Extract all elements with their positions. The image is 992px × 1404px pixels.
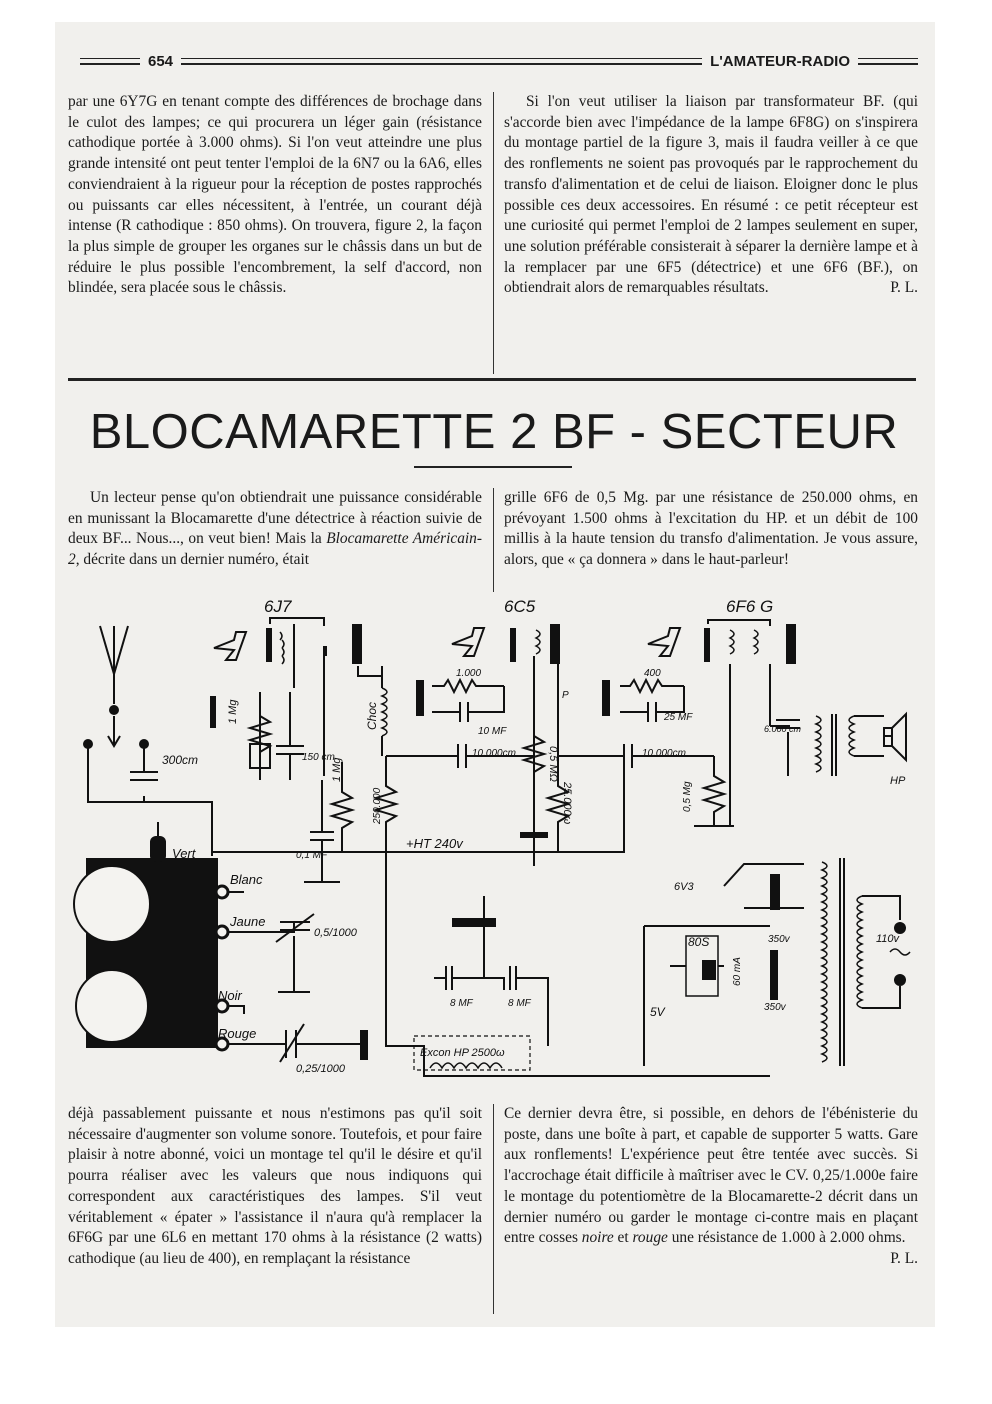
resistor-250000 (372, 756, 396, 852)
label-ht: +HT 240v (406, 836, 463, 851)
bottom-right-text-1: Ce dernier devra être, si possible, en dehors de l'ébénisterie du poste, dans une boîte à part, et capable de supporter 5 watts. Gare aux ronflements! L'expérience peut être tentée avec succès. Si l'accrochage était difficile à maîtriser avec le CV. 0,25/1.000e faire le montage du potentiomètre de la Blocamarette-2 décrit dans un dernier numéro ou garder le montage ci-contre mais en plaçant entre cosses (504, 1105, 918, 1247)
label-c10: 10 MF (478, 726, 507, 737)
bottom-right-italic-2: rouge (632, 1229, 668, 1247)
label-choc: Choc (365, 701, 379, 730)
label-v5: 5V (650, 1005, 665, 1019)
intro-left-italic: Blocamarette Américain-2 (68, 530, 482, 569)
resistor-1mg-grid (227, 692, 270, 780)
output-transformer (764, 714, 854, 776)
label-c25: 25 MF (664, 712, 693, 723)
resistor-1000 (432, 668, 504, 692)
capacitor-25mf (620, 686, 693, 723)
variable-capacitor-2 (274, 1024, 368, 1075)
label-r25000: 25.000ω (561, 782, 573, 825)
section-rule (68, 378, 916, 381)
label-r400: 400 (644, 668, 661, 679)
bottom-right-text-2: et (613, 1229, 633, 1247)
label-p: P (562, 690, 569, 701)
loudspeaker-symbol (854, 714, 906, 787)
top-left-column (68, 92, 482, 299)
column-divider-top (493, 92, 494, 374)
page-number: 654 (148, 52, 174, 70)
label-hp: HP (890, 775, 906, 787)
capacitor-10mf (432, 686, 507, 737)
label-blanc: Blanc (230, 872, 263, 887)
header-rule-right (858, 58, 918, 65)
label-v63: 6V3 (674, 881, 694, 893)
label-c6000: 6.000 cm (764, 724, 802, 734)
bottom-right-paragraph (504, 1104, 918, 1267)
bottom-right-signature: P. L. (890, 1249, 918, 1267)
column-divider-intro (493, 488, 494, 592)
label-r1m: 1 Mg (227, 699, 239, 724)
mains-input (876, 922, 910, 986)
label-s80: 80S (688, 935, 710, 949)
label-noir: Noir (218, 988, 242, 1003)
intro-left-paragraph (68, 488, 482, 571)
capacitor-10000-b (558, 744, 714, 768)
intro-left-text-1: Un lecteur pense qu'on obtiendrait une puissance considérable en munissant la Blocamarette d'une détectrice à réaction suivie de deux BF... Nous..., on veut bien! Mais la (68, 489, 482, 548)
label-cv2: 0,25/1000 (296, 1063, 345, 1075)
capacitor-150 (276, 692, 335, 780)
label-rouge: Rouge (218, 1026, 257, 1041)
label-c10000a: 10.000cm (472, 748, 516, 759)
label-tube-6f6g: 6F6 G (726, 597, 774, 616)
choke-coil (358, 666, 387, 756)
rectifier-80s (644, 926, 770, 1066)
label-r05b: 0,5 Mg (682, 781, 693, 812)
bottom-right-column (504, 1104, 918, 1270)
top-right-column (504, 92, 918, 299)
label-w350b: 350v (764, 1002, 786, 1013)
label-c300: 300cm (162, 753, 199, 767)
label-w350a: 350v (768, 934, 790, 945)
bottom-left-paragraph: déjà passablement puissante et nous n'estimons pas qu'il soit nécessaire d'augmenter son volume sonore. Toutefois, et pour faire plaisir à notre abonné, voici un montage tel qu'il le désire et qu'il pourra réaliser avec les valeurs que nous indiquons qui correspondent aux caractéristiques des lampes. S'il veut véritablement « épater » l'assistance il n'aura qu'à remplacer la 6F6G par une 6L6 en mettant 170 ohms à la résistance (2 watts) cathodique (au lieu de 400), en remplaçant la résistance (68, 1105, 482, 1267)
label-c10000b: 10.000cm (642, 748, 686, 759)
intro-left-column (68, 488, 482, 571)
resistor-400 (620, 668, 684, 692)
label-r250: 250.000 (372, 787, 383, 824)
resistor-1mg-screen (331, 757, 352, 852)
intro-right-paragraph: grille 6F6 de 0,5 Mg. par une résistance de 250.000 ohms, en prévoyant 1.500 ohms à l'excitation du HP. et un débit de 100 millis à la haute tension du transfo d'alimentation. Je vous assure, alors, que « ça donnera » dans le haut-parleur! (504, 489, 918, 569)
label-tube-6c5: 6C5 (504, 597, 536, 616)
label-exc: Excon HP 2500ω (420, 1047, 505, 1059)
label-r1000: 1.000 (456, 668, 482, 679)
label-ma60: 60 mA (732, 957, 743, 986)
capacitor-0-1 (296, 780, 340, 882)
resistor-0-5-mg (682, 756, 734, 826)
publication-name: L'AMATEUR-RADIO (710, 52, 850, 70)
top-right-text: Si l'on veut utiliser la liaison par transformateur BF. (qui s'accorde bien avec l'impédance de la lampe 6F8G) on s'inspirera du montage partiel de la figure 3, mais il faudra veiller à ce que des ronflements ne soient pas provoqués par le rapprochement du transfo d'alimentation et de celui de liaison. Eloigner donc le plus possible ces deux accessoires. En résumé : ce petit récepteur est une curiosité qui permet l'emploi de 2 lampes seulement en super, une solution préférable consisterait à séparer la dernière lampe et à la remplacer par une 6F5 (détectrice) et une 6F6 (BF.), on obtiendrait alors de remarquables résultats. (504, 93, 918, 297)
label-v110: 110v (876, 933, 900, 945)
top-left-paragraph: par une 6Y7G en tenant compte des différences de brochage dans le culot des lampes; ce qui procurera un léger gain (résistance cathodique portée à 3.000 ohms). Si l'on veut atteindre une plus grande intensité ont peut tenter l'emploi de la 6N7 ou la 6A6, elles conviendraient à la rigueur pour la réception de postes rapprochés ou puissants car elles nécessitent, à l'entrée, un courant déjà intense (R cathodique : 850 ohms). On trouvera, figure 2, la façon la plus simple de grouper les organes sur le châssis dans un but de réduire le plus possible l'encombrement, la self d'accord, non blindée, sera placée sous le châssis. (68, 93, 482, 297)
label-vert: Vert (172, 846, 196, 861)
label-c01: 0,1 MF (296, 850, 328, 861)
label-r1mb: 1 Mg (331, 757, 343, 782)
capacitor-10000-a (386, 744, 534, 768)
header-rule-middle (181, 58, 702, 65)
filter-capacitors (434, 896, 548, 1046)
speaker-excitation-coil (414, 1036, 530, 1070)
top-right-paragraph (504, 92, 918, 299)
capacitor-300 (130, 753, 198, 780)
label-c8a: 8 MF (450, 998, 473, 1009)
antenna-symbol (100, 626, 128, 746)
label-jaune: Jaune (230, 914, 266, 929)
article-title: BLOCAMARETTE 2 BF - SECTEUR (89, 405, 899, 459)
label-c150: 150 cm (302, 752, 335, 763)
resistor-0-5-mohm (520, 736, 559, 838)
intro-right-column (504, 488, 918, 571)
circuit-schematic (64, 596, 928, 1088)
intro-left-text-2: , décrite dans un dernier numéro, était (75, 551, 310, 569)
bottom-right-text-3: une résistance de 1.000 à 2.000 ohms. (667, 1229, 906, 1247)
page-header (80, 50, 918, 72)
variable-capacitor-1 (274, 914, 358, 992)
top-right-signature: P. L. (890, 279, 918, 297)
label-cv1: 0,5/1000 (314, 927, 357, 939)
title-underline (414, 466, 572, 468)
header-rule-left (80, 58, 140, 65)
label-c8b: 8 MF (508, 998, 531, 1009)
tube-6j7 (210, 597, 362, 776)
bottom-right-italic-1: noire (581, 1229, 614, 1247)
label-r0_5: 0,5 MΩ (547, 746, 559, 782)
label-tube-6j7: 6J7 (264, 597, 292, 616)
bottom-left-column (68, 1104, 482, 1270)
tuning-coil-block (74, 836, 218, 1048)
column-divider-bottom (493, 1104, 494, 1314)
